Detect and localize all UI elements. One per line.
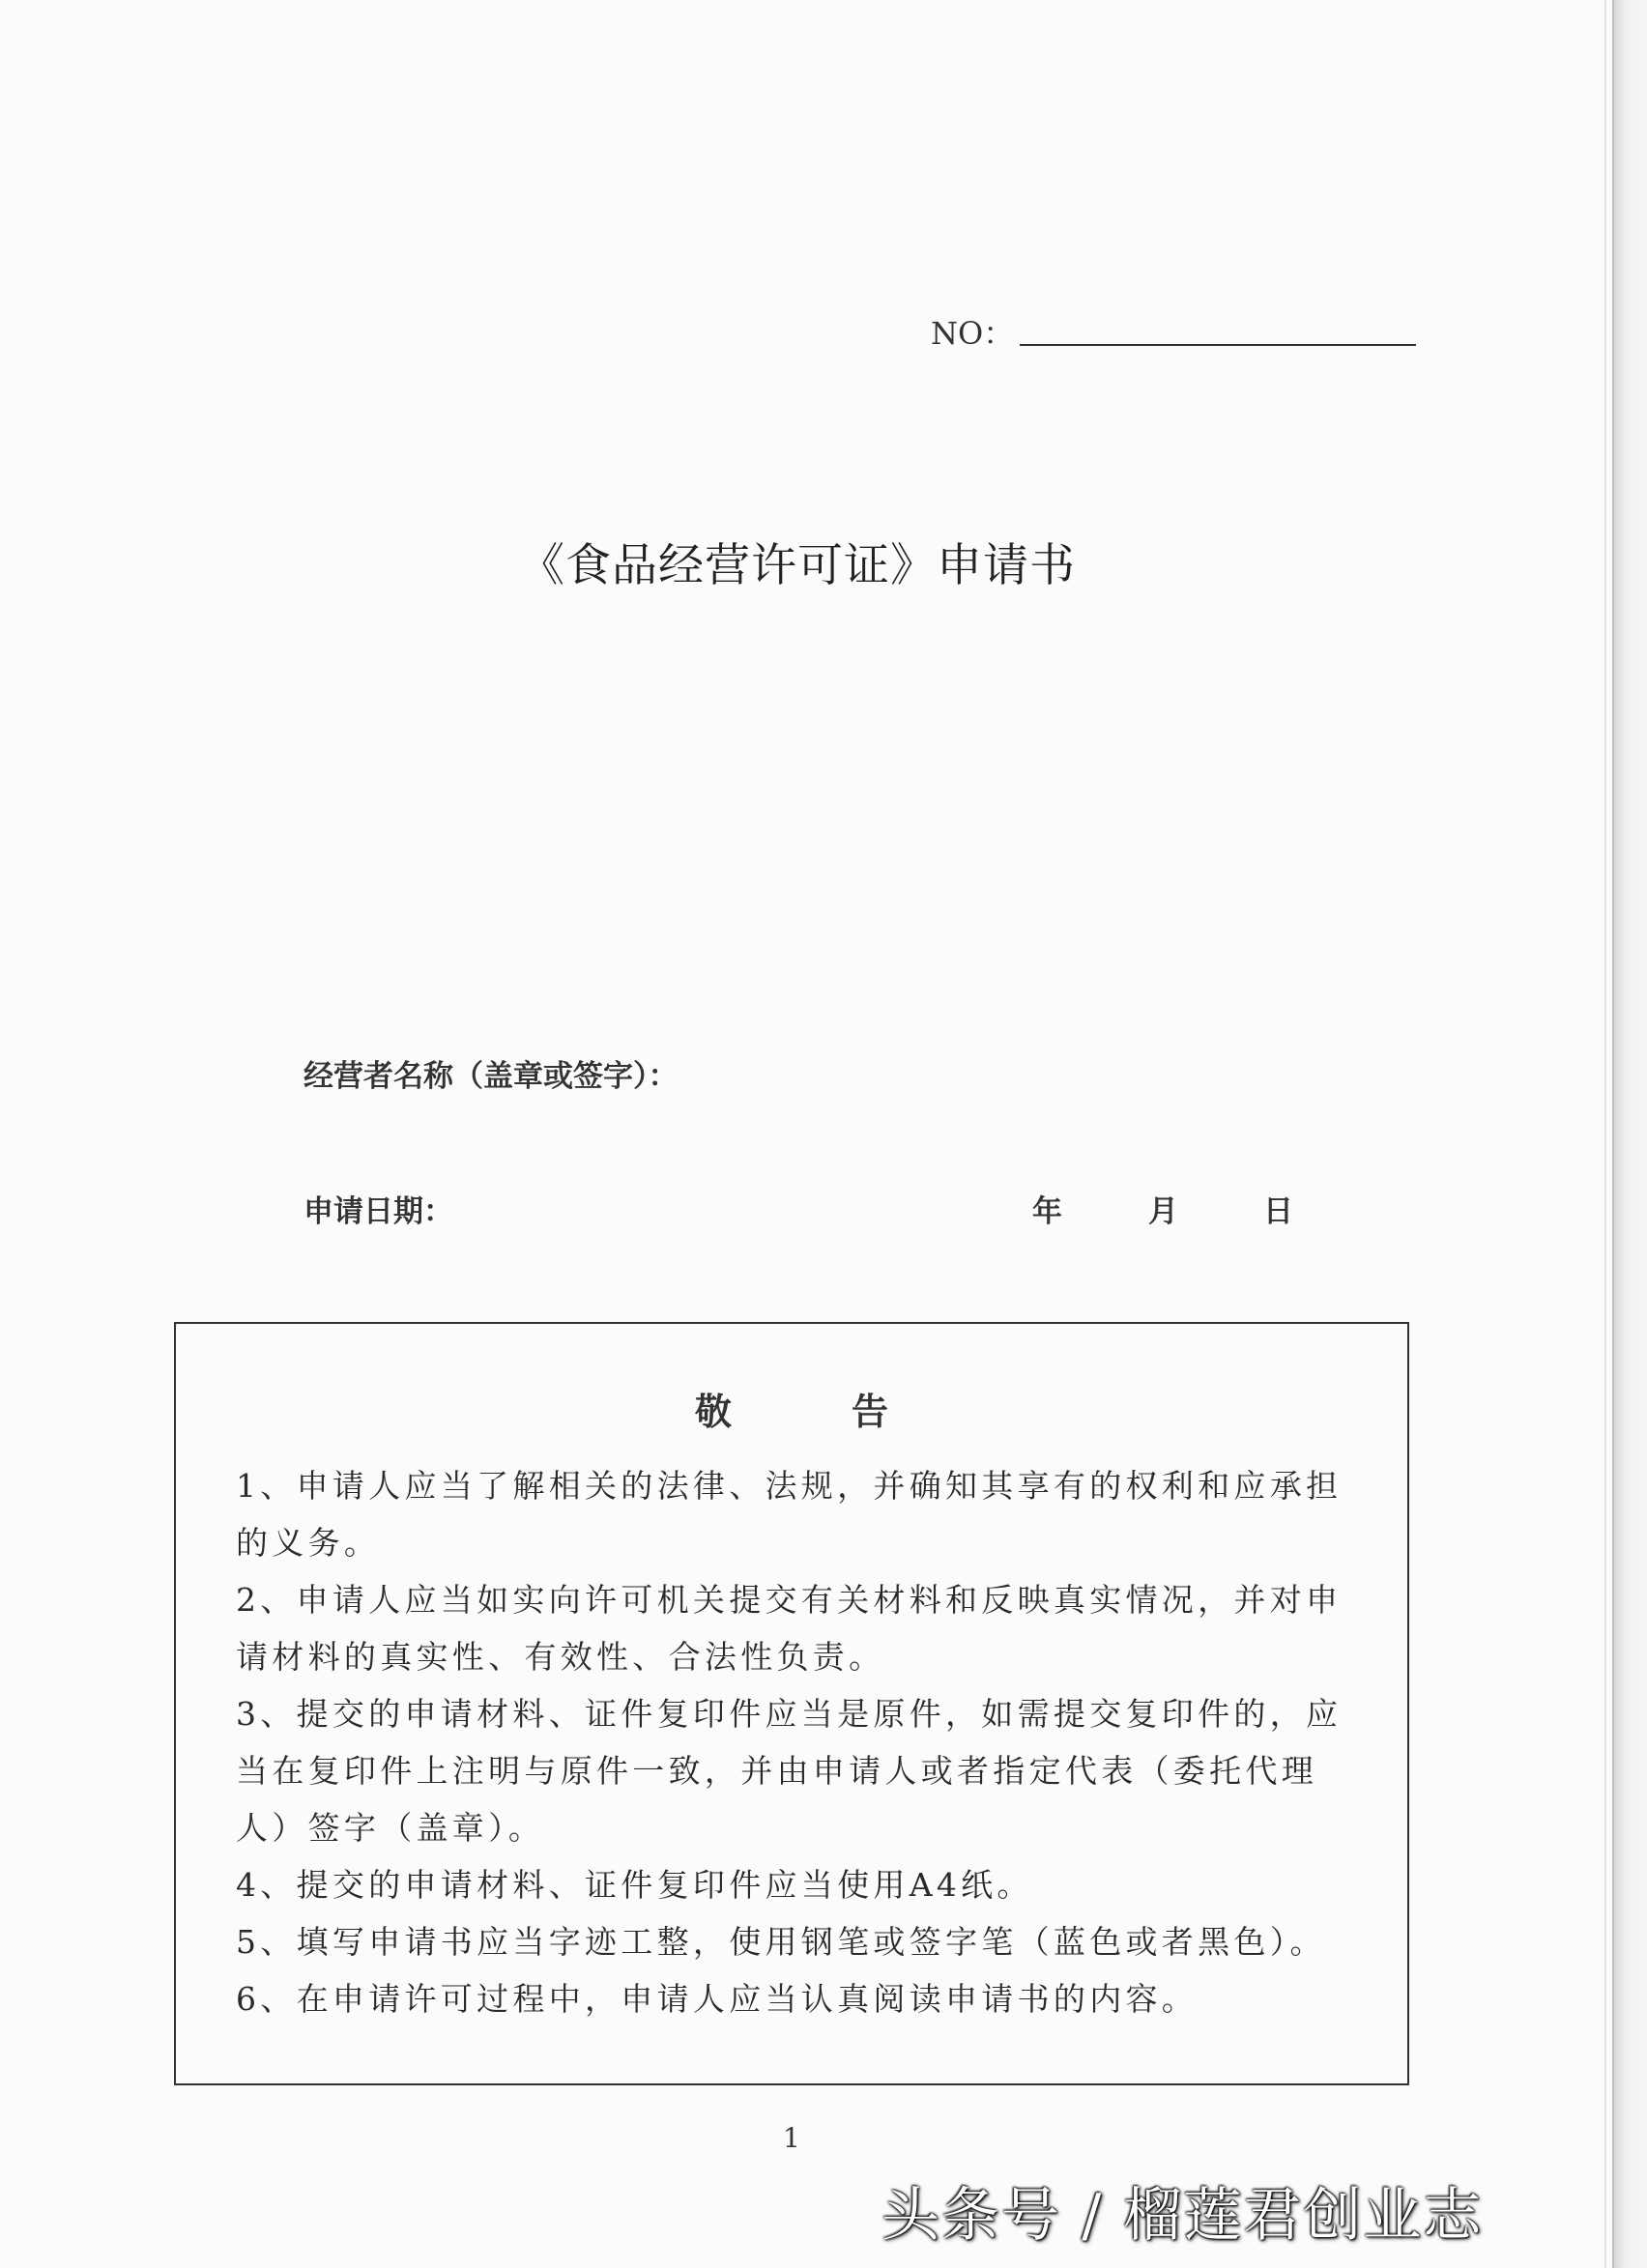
operator-name-label: 经营者名称（盖章或签字）： xyxy=(303,1059,679,1094)
year-label: 年 xyxy=(1032,1194,1062,1229)
document-title: 《食品经营许可证》申请书 xyxy=(519,539,1076,592)
page-edge xyxy=(1604,0,1606,2268)
watermark: 头条号 / 榴莲君创业志 xyxy=(881,2182,1484,2250)
notice-item: 4、提交的申请材料、证件复印件应当使用A4纸。 xyxy=(236,1866,1033,1904)
notice-title-char: 告 xyxy=(852,1391,889,1433)
page-edge-shadow xyxy=(1612,0,1647,2268)
notice-item: 5、填写申请书应当字迹工整，使用钢笔或签字笔（蓝色或者黑色）。 xyxy=(236,1923,1326,1961)
month-label: 月 xyxy=(1148,1194,1178,1229)
application-date-label: 申请日期： xyxy=(303,1194,453,1229)
page-number: 1 xyxy=(783,2122,800,2154)
notice-item: 3、提交的申请材料、证件复印件应当是原件，如需提交复印件的，应当在复印件上注明与原件一致，并由申请人或者指定代表（委托代理人）签字（盖章）。 xyxy=(236,1695,1343,1847)
day-label: 日 xyxy=(1263,1194,1293,1229)
notice-item: 2、申请人应当如实向许可机关提交有关材料和反映真实情况，并对申请材料的真实性、有效性、合法性负责。 xyxy=(236,1581,1343,1676)
notice-title xyxy=(176,1382,1407,1435)
notice-title-char: 敬 xyxy=(694,1391,732,1433)
notice-box xyxy=(174,1322,1409,2085)
notice-item: 6、在申请许可过程中，申请人应当认真阅读申请书的内容。 xyxy=(236,1980,1199,2018)
number-label: NO： xyxy=(931,315,1015,352)
notice-item: 1、申请人应当了解相关的法律、法规，并确知其享有的权利和应承担的义务。 xyxy=(236,1467,1343,1562)
number-field-line[interactable] xyxy=(1020,344,1416,346)
notice-list xyxy=(236,1457,1357,2027)
